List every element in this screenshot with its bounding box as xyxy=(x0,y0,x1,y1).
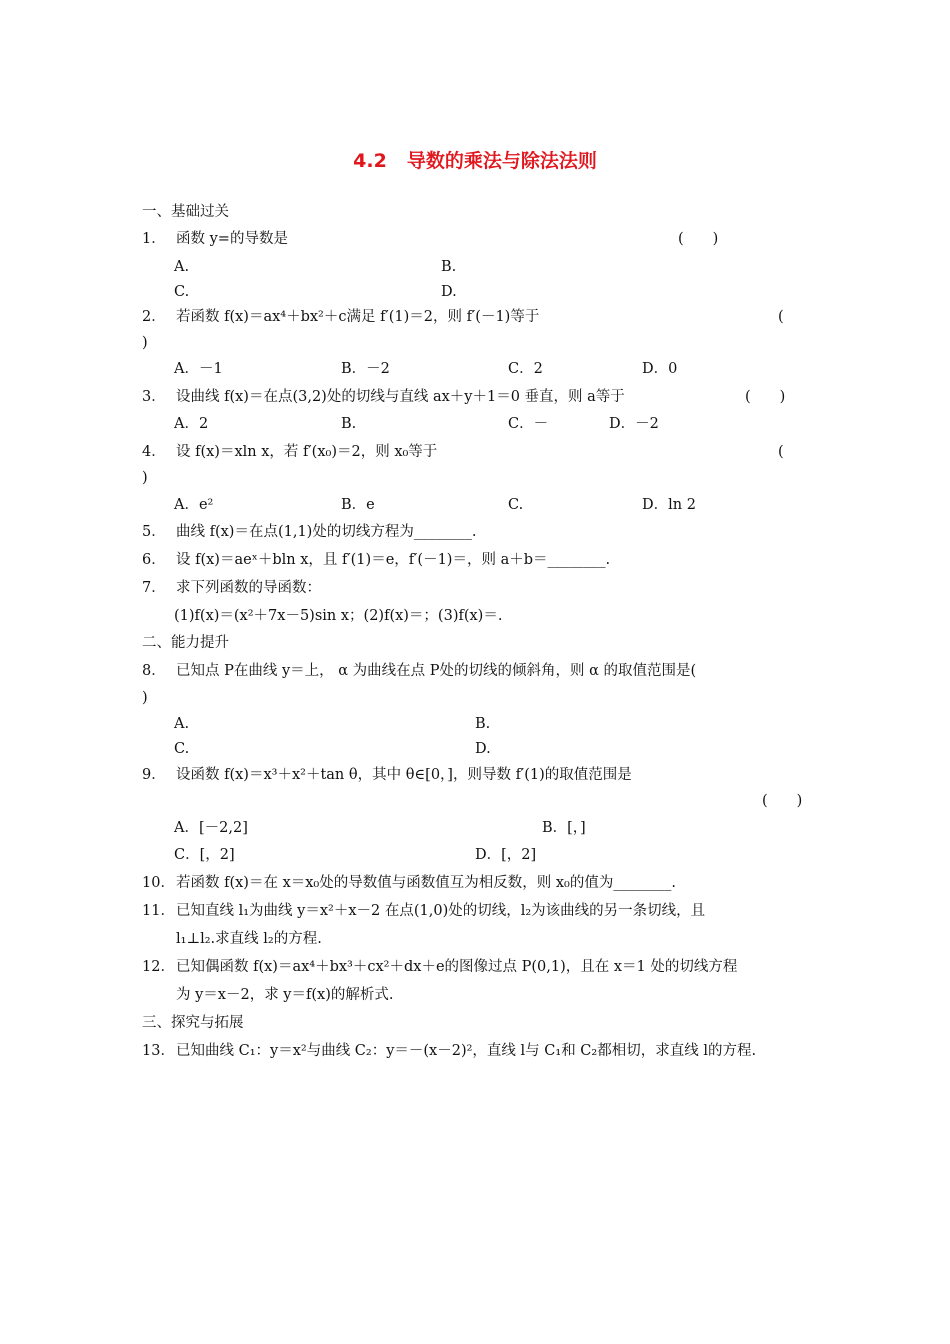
title-text: 导数的乘法与除法法则 xyxy=(406,150,597,172)
paren-close: ) xyxy=(142,470,148,486)
question-9 xyxy=(142,765,632,785)
question-text: 已知偶函数 f(x)＝ax⁴＋bx³＋cx²＋dx＋e的图像过点 P(0,1)，且在 x＝1 处的切线方程 xyxy=(176,959,738,975)
question-11-cont: l₁⊥l₂.求直线 l₂的方程. xyxy=(176,931,322,947)
question-number: 10． xyxy=(142,875,175,891)
section-improve: 二、能力提升 xyxy=(142,635,229,651)
question-12-cont: 为 y＝x－2，求 y＝f(x)的解析式. xyxy=(176,987,394,1003)
question-text: 设函数 f(x)＝x³＋x²＋tan θ，其中 θ∈[0，]，则导数 f′(1)的取值范围是 xyxy=(176,767,632,783)
question-text: 求下列函数的导函数： xyxy=(176,580,321,596)
option-b: B. xyxy=(341,416,357,432)
question-text: 设 f(x)＝aeˣ＋bln x，且 f′(1)＝e，f′(－1)＝，则 a＋b＝________. xyxy=(176,552,611,568)
question-13 xyxy=(142,1041,756,1061)
option-c: C．2 xyxy=(508,361,543,377)
question-text: 若函数 f(x)＝ax⁴＋bx²＋c满足 f′(1)＝2，则 f′(－1)等于 xyxy=(176,309,540,325)
question-5 xyxy=(142,522,476,542)
question-text: 函数 y=的导数是 xyxy=(176,231,288,247)
option-c: C. xyxy=(174,741,190,757)
option-a: A．2 xyxy=(174,416,209,432)
option-a: A. xyxy=(174,259,190,275)
option-c: C．[，2] xyxy=(174,847,235,863)
question-text: 已知曲线 C₁：y＝x²与曲线 C₂：y＝－(x－2)²，直线 l与 C₁和 C₂都相切，求直线 l的方程. xyxy=(176,1043,757,1059)
question-number: 1． xyxy=(142,231,166,247)
title-number: 4.2 xyxy=(353,150,387,172)
paren-open: ( xyxy=(778,309,784,325)
question-number: 5． xyxy=(142,524,166,540)
option-b: B. xyxy=(475,716,491,732)
question-text: 已知点 P在曲线 y＝上， α 为曲线在点 P处的切线的倾斜角，则 α 的取值范围是( xyxy=(176,663,697,679)
question-text: 已知直线 l₁为曲线 y＝x²＋x－2 在点(1,0)处的切线，l₂为该曲线的另一条切线，且 xyxy=(176,903,706,919)
option-b: B. xyxy=(441,259,457,275)
question-2 xyxy=(142,307,539,327)
option-d: D．[，2] xyxy=(475,847,537,863)
option-b: B．[，] xyxy=(542,820,586,836)
option-a: A．e² xyxy=(174,497,214,513)
option-a: A. xyxy=(174,716,190,732)
option-d: D. xyxy=(475,741,491,757)
option-b: B．e xyxy=(341,497,375,513)
question-8 xyxy=(142,661,696,681)
question-number: 3． xyxy=(142,389,166,405)
option-a: A．[－2,2] xyxy=(174,820,248,836)
question-7 xyxy=(142,578,321,598)
question-number: 9． xyxy=(142,767,166,783)
option-d: D. xyxy=(441,284,457,300)
option-c: C. xyxy=(174,284,190,300)
question-text: 曲线 f(x)＝在点(1,1)处的切线方程为________. xyxy=(176,524,477,540)
paren-close: ) xyxy=(142,690,148,706)
question-number: 11． xyxy=(142,903,175,919)
question-12 xyxy=(142,957,737,977)
option-c: C. xyxy=(508,497,524,513)
option-d: D．0 xyxy=(642,361,678,377)
option-c: C．－ xyxy=(508,416,549,432)
question-4 xyxy=(142,442,437,462)
question-number: 8． xyxy=(142,663,166,679)
answer-paren: ( ) xyxy=(762,793,803,809)
page-title xyxy=(0,146,950,173)
question-number: 12． xyxy=(142,959,175,975)
question-text: 设 f(x)＝xln x，若 f′(x₀)＝2，则 x₀等于 xyxy=(176,444,438,460)
question-number: 2． xyxy=(142,309,166,325)
question-number: 4． xyxy=(142,444,166,460)
option-a: A．－1 xyxy=(174,361,223,377)
question-1 xyxy=(142,229,288,249)
question-number: 13． xyxy=(142,1043,175,1059)
question-10 xyxy=(142,873,676,893)
option-d: D．－2 xyxy=(609,416,659,432)
question-3 xyxy=(142,387,625,407)
question-7-parts: (1)f(x)＝(x²＋7x－5)sin x；(2)f(x)＝；(3)f(x)＝. xyxy=(174,608,503,624)
question-11 xyxy=(142,901,705,921)
paren-open: ( xyxy=(778,444,784,460)
section-explore: 三、探究与拓展 xyxy=(142,1015,244,1031)
question-number: 7． xyxy=(142,580,166,596)
answer-paren: ( ) xyxy=(678,231,719,247)
question-text: 设曲线 f(x)＝在点(3,2)处的切线与直线 ax＋y＋1＝0 垂直，则 a等于 xyxy=(176,389,625,405)
question-text: 若函数 f(x)＝在 x＝x₀处的导数值与函数值互为相反数，则 x₀的值为________. xyxy=(176,875,676,891)
section-basic: 一、基础过关 xyxy=(142,204,229,220)
question-number: 6． xyxy=(142,552,166,568)
question-6 xyxy=(142,550,610,570)
answer-paren: ( ) xyxy=(745,389,786,405)
option-b: B．－2 xyxy=(341,361,390,377)
paren-close: ) xyxy=(142,335,148,351)
option-d: D．ln 2 xyxy=(642,497,696,513)
